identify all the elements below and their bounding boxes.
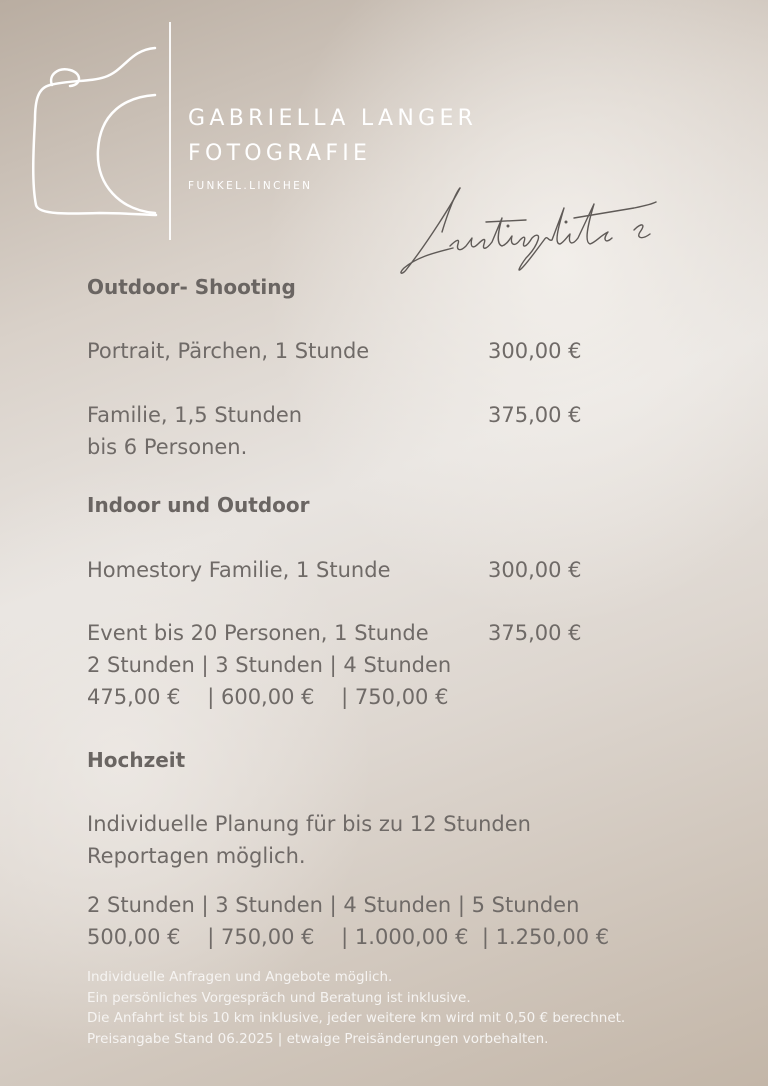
footer-line-1: Individuelle Anfragen und Angebote möglich. xyxy=(87,969,393,985)
service-portrait-desc: Portrait, Pärchen, 1 Stunde xyxy=(87,339,370,363)
service-family-desc: Familie, 1,5 Stunden xyxy=(87,403,303,427)
script-title-leistungsliste xyxy=(398,182,660,278)
wedding-prices-line: 500,00 € | 750,00 € | 1.000,00 € | 1.250,00 € xyxy=(87,925,610,949)
service-portrait-price: 300,00 € xyxy=(488,339,582,363)
service-family-note: bis 6 Personen. xyxy=(87,435,248,459)
service-homestory-price: 300,00 € xyxy=(488,558,582,582)
brand-subtitle: FOTOGRAFIE xyxy=(188,141,372,166)
footer-line-3: Die Anfahrt ist bis 10 km inklusive, jeder weitere km wird mit 0,50 € berechnet. xyxy=(87,1010,626,1026)
section-heading-outdoor: Outdoor- Shooting xyxy=(87,275,296,299)
footer-line-2: Ein persönliches Vorgespräch und Beratung ist inklusive. xyxy=(87,989,471,1006)
footer-line-4: Preisangabe Stand 06.2025 | etwaige Preisänderungen vorbehalten. xyxy=(87,1030,549,1047)
service-homestory-desc: Homestory Familie, 1 Stunde xyxy=(87,558,391,582)
brand-name: GABRIELLA LANGER xyxy=(188,106,478,131)
event-prices-line: 475,00 € | 600,00 € | 750,00 € xyxy=(87,685,449,709)
wedding-hours-line: 2 Stunden | 3 Stunden | 4 Stunden | 5 Stunden xyxy=(87,893,580,917)
event-hours-line: 2 Stunden | 3 Stunden | 4 Stunden xyxy=(87,653,452,677)
section-heading-indoor: Indoor und Outdoor xyxy=(87,493,310,517)
service-event-desc: Event bis 20 Personen, 1 Stunde xyxy=(87,621,429,645)
brand-handle: FUNKEL.LINCHEN xyxy=(188,180,313,192)
camera-outline-icon xyxy=(30,45,160,220)
service-family-price: 375,00 € xyxy=(488,403,582,427)
wedding-desc-line1: Individuelle Planung für bis zu 12 Stunden xyxy=(87,812,531,836)
wedding-desc-line2: Reportagen möglich. xyxy=(87,844,306,868)
section-heading-wedding: Hochzeit xyxy=(87,748,186,772)
service-event-price: 375,00 € xyxy=(488,621,582,645)
logo-divider xyxy=(169,22,171,240)
footer-notes xyxy=(87,967,625,1049)
